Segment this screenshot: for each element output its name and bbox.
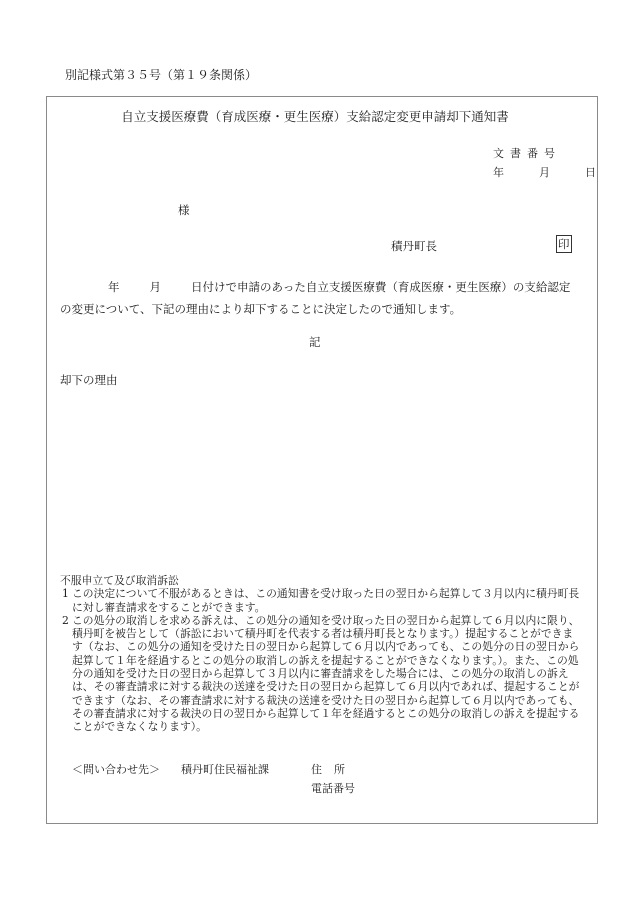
appeal-item [60,587,580,614]
document-title: 自立支援医療費（育成医療・更生医療）支給認定変更申請却下通知書 [121,109,509,124]
addressee-suffix: 様 [178,203,190,217]
body-month: 月 [149,280,161,294]
notice-body-line2: の変更について、下記の理由により却下することに決定したので通知します。 [60,302,462,316]
seal-mark: 印 [558,237,570,251]
body-line1-rest: 日付けで申請のあった自立支援医療費（育成医療・更生医療）の支給認定 [191,280,571,294]
appeal-item-number: 1 [62,587,69,601]
date-year: 年 [493,166,504,179]
date-row [493,164,596,180]
document-number-label: 文書番号 [493,147,561,160]
appeal-item-text: この処分の取消しを求める訴えは、この処分の通知を受け取った日の翌日から起算して６月以内に限り、積丹町を被告として（訴訟において積丹町を代表する者は積丹町長となります。）提起することができます（なお、この処分の通知を受けた日の翌日から起算して６月以内であっても、この処分の日の翌日から起算して１年を経過するとこの処分の取消しの訴えを提起することができなくなります。）。また、この処分の通知を受けた日の翌日から起算して３月以内に審査請求をした場合には、この処分の取消しの訴えは、その審査請求に対する裁決の送達を受けた日の翌日から起算して６月以内であれば、提起することができます（なお、その審査請求に対する裁決の送達を受けた日の翌日から起算して６月以内であっても、その審査請求に対する裁決の日の翌日から起算して１年を経過するとこの処分の取消しの訴えを提起することができなくなります）。 [72,613,580,734]
appeal-section [60,574,580,734]
ki-mark: 記 [309,335,321,349]
contact-label: ＜問い合わせ先＞ [72,763,160,776]
date-month: 月 [539,166,550,179]
phone-label: 電話番号 [311,782,355,795]
notice-body [60,276,580,320]
appeal-heading: 不服申立て及び取消訴訟 [60,574,179,587]
body-year: 年 [108,280,120,294]
issuer-name: 積丹町長 [391,239,437,253]
appeal-item [60,614,580,734]
rejection-reason-label: 却下の理由 [60,373,118,387]
appeal-item-number: 2 [62,613,69,627]
notice-body-line1 [60,276,580,298]
date-day: 日 [585,166,596,179]
address-label: 住所 [311,763,357,776]
contact-department: 積丹町住民福祉課 [181,763,269,776]
appeal-item-text: この決定について不服があるときは、この通知書を受け取った日の翌日から起算して３月以内に積丹町長に対し審査請求をすることができます。 [72,587,580,614]
form-label: 別記様式第３５号（第１９条関係） [65,68,258,82]
